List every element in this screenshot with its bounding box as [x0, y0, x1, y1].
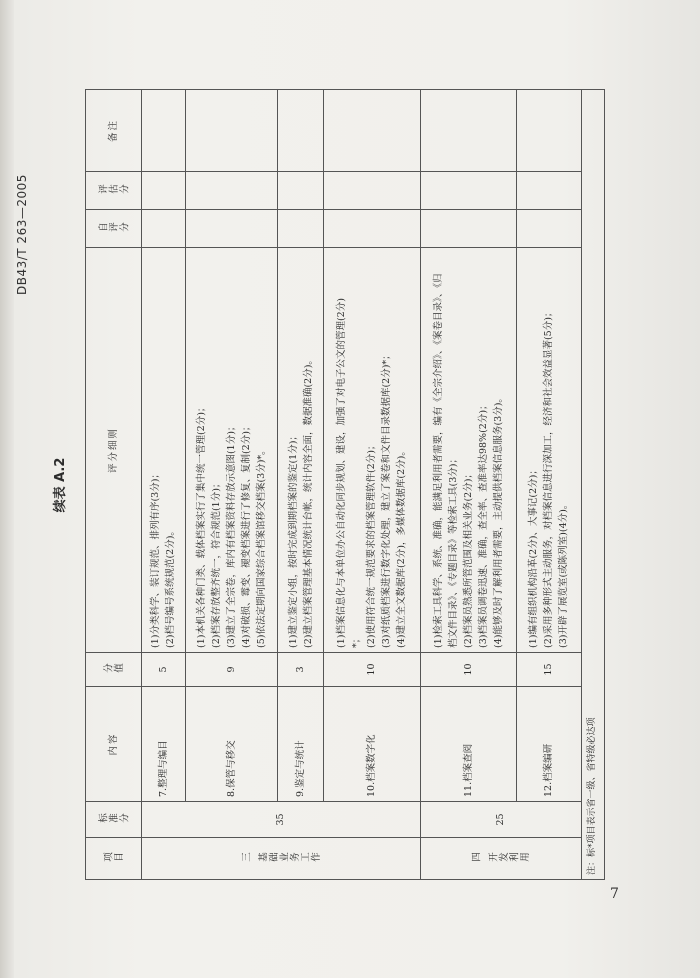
- row-score: 3: [278, 653, 324, 687]
- col-self-eval: 自评分: [86, 210, 142, 248]
- table-row: [324, 90, 420, 880]
- group-standard-score: 25: [420, 802, 581, 838]
- remark-cell[interactable]: [278, 90, 324, 172]
- assess-cell[interactable]: [278, 172, 324, 210]
- row-criteria: (1)编有组织机构沿革(2分)、大事记(2分)； (2)采用多种形式主动服务，对档案信息进行深加工，经济和社会效益显著(5分)； (3)开辟了展览室(或陈列室)(4分)。: [516, 248, 581, 653]
- col-item: 项目: [86, 838, 142, 880]
- row-criteria: (1)分类科学、装订规范、排列有序(3分)； (2)档号编号系统规范(2分)。: [142, 248, 186, 653]
- row-content: 8.保管与移交: [185, 687, 277, 802]
- assess-cell[interactable]: [516, 172, 581, 210]
- table-row: [516, 90, 581, 880]
- group-label: 三 基础业务工作: [142, 838, 421, 880]
- col-assess: 评估分: [86, 172, 142, 210]
- group-label: 四 开发利用: [420, 838, 581, 880]
- remark-cell[interactable]: [185, 90, 277, 172]
- remark-cell[interactable]: [516, 90, 581, 172]
- header-row: [86, 90, 142, 880]
- row-score: 5: [142, 653, 186, 687]
- self-eval-cell[interactable]: [142, 210, 186, 248]
- assess-cell[interactable]: [185, 172, 277, 210]
- remark-cell[interactable]: [142, 90, 186, 172]
- col-remark: 备注: [86, 90, 142, 172]
- self-eval-cell[interactable]: [185, 210, 277, 248]
- row-content: 11.档案查阅: [420, 687, 516, 802]
- binding-shadow: [0, 0, 14, 978]
- assess-cell[interactable]: [420, 172, 516, 210]
- col-standard-score: 标准分: [86, 802, 142, 838]
- standard-code: DB43/T 263—2005: [15, 174, 29, 295]
- table-row: [420, 90, 516, 880]
- row-content: 10.档案数字化: [324, 687, 420, 802]
- footnote-row: [581, 90, 604, 880]
- col-criteria: 评分细则: [86, 248, 142, 653]
- row-criteria: (1)检索工具科学、系统、准确，能满足利用者需要，编有《全宗介绍》、《案卷目录》、《归 档文件目录》、《专题目录》等检索工具(3分)； (2)档案员熟悉所管范围及相关业务(2分)； (3)档案员调卷迅速、准确，查全率、查准率达98%(2分)； (4)能够及时了解利用者需要，主动提供档案信息服务(3分)。: [420, 248, 516, 653]
- assess-cell[interactable]: [324, 172, 420, 210]
- evaluation-table: [85, 89, 605, 880]
- table-caption: 续表 A.2: [53, 457, 68, 513]
- self-eval-cell[interactable]: [324, 210, 420, 248]
- page-number: 7: [610, 886, 619, 902]
- remark-cell[interactable]: [420, 90, 516, 172]
- col-content: 内容: [86, 687, 142, 802]
- row-criteria: (1)本机关各种门类、载体档案实行了集中统一管理(2分)； (2)档案存放整齐统一，符合规范(1分)； (3)建立了全宗卷，库内有档案资料存放示意图(1分)； (4)对破损、霉变、褪变档案进行了修复、复制(2分)； (5)依法定期向国家综合档案馆移交档案(3分)*。: [185, 248, 277, 653]
- row-content: 7.整理与编目: [142, 687, 186, 802]
- rotated-content: [15, 90, 605, 880]
- self-eval-cell[interactable]: [516, 210, 581, 248]
- footnote: 注：标*项目表示省一级、省特级必达项: [581, 90, 604, 880]
- row-score: 15: [516, 653, 581, 687]
- col-score: 分值: [86, 653, 142, 687]
- row-score: 10: [324, 653, 420, 687]
- table-row: [185, 90, 277, 880]
- row-content: 12.档案编研: [516, 687, 581, 802]
- assess-cell[interactable]: [142, 172, 186, 210]
- row-criteria: (1)档案信息化与本单位办公自动化同步规划、建设，加强了对电子公文的管理(2分) *； (2)使用符合统一规范要求的档案管理软件(2分)； (3)对纸质档案进行数字化处理，建立了案卷和文件目录数据库(2分)*； (4)建立全文数据库(2分)，多媒体数据库(2分)。: [324, 248, 420, 653]
- self-eval-cell[interactable]: [420, 210, 516, 248]
- row-content: 9.鉴定与统计: [278, 687, 324, 802]
- self-eval-cell[interactable]: [278, 210, 324, 248]
- row-score: 10: [420, 653, 516, 687]
- remark-cell[interactable]: [324, 90, 420, 172]
- row-score: 9: [185, 653, 277, 687]
- table-row: [278, 90, 324, 880]
- group-standard-score: 35: [142, 802, 421, 838]
- row-criteria: (1)建立鉴定小组，按时完成到期档案的鉴定(1分)； (2)建立档案管理基本情况统计台帐，统计内容全面，数据准确(2分)。: [278, 248, 324, 653]
- table-row: [142, 90, 186, 880]
